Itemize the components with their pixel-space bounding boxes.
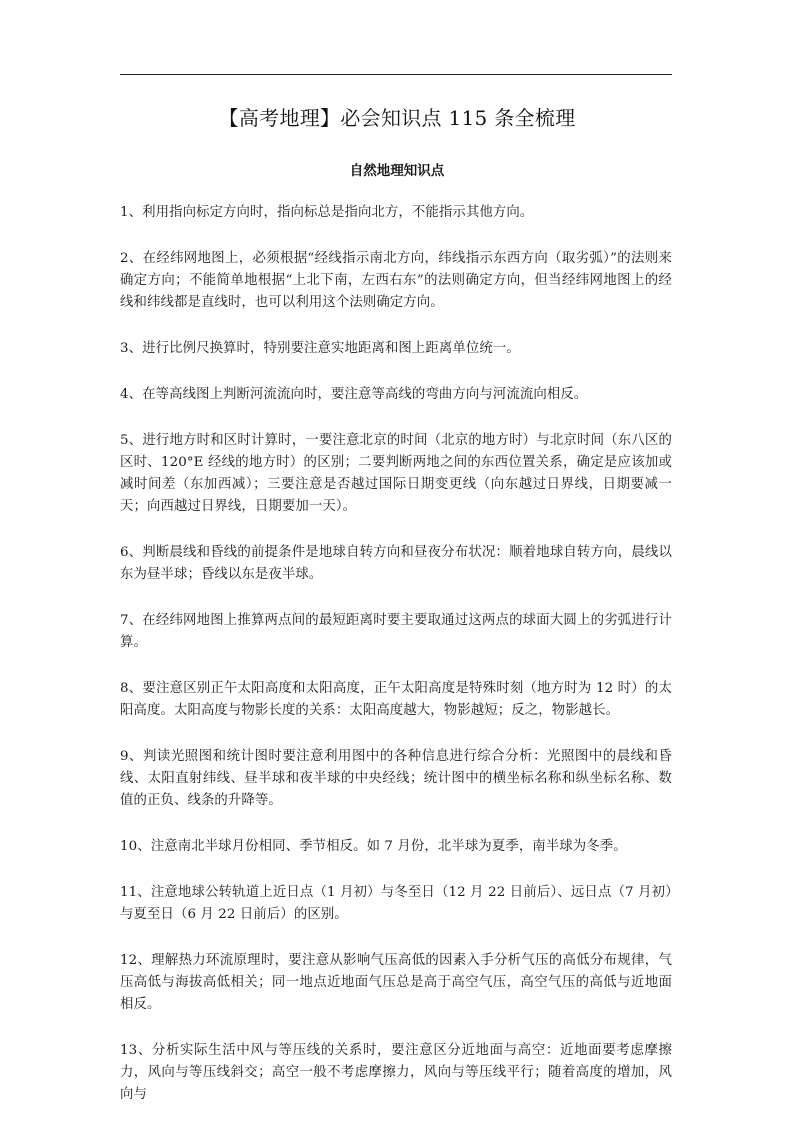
knowledge-item-8: 8、要注意区别正午太阳高度和太阳高度，正午太阳高度是特殊时刻（地方时为 12 时）的太阳高度。太阳高度与物影长度的关系：太阳高度越大，物影越短；反之，物影越长。 xyxy=(120,681,672,718)
section-heading: 自然地理知识点 xyxy=(349,163,445,179)
knowledge-item-6: 6、判断晨线和昏线的前提条件是地球自转方向和昼夜分布状况：顺着地球自转方向，晨线以东为昼半球；昏线以东是夜半球。 xyxy=(120,545,672,582)
header-rule xyxy=(120,74,672,75)
knowledge-item-9: 9、判读光照图和统计图时要注意利用图中的各种信息进行综合分析：光照图中的晨线和昏线、太阳直射纬线、昼半球和夜半球的中央经线；统计图中的横坐标名称和纵坐标名称、数值的正负、线条的升降等。 xyxy=(120,749,672,808)
knowledge-item-13: 13、分析实际生活中风与等压线的关系时，要注意区分近地面与高空：近地面要考虑摩擦力，风向与等压线斜交；高空一般不考虑摩擦力，风向与等压线平行；随着高度的增加，风向与 xyxy=(120,1043,672,1102)
knowledge-item-10: 10、注意南北半球月份相同、季节相反。如 7 月份，北半球为夏季，南半球为冬季。 xyxy=(120,839,627,854)
knowledge-item-11: 11、注意地球公转轨道上近日点（1 月初）与冬至日（12 月 22 日前后）、远日点（7 月初）与夏至日（6 月 22 日前后）的区别。 xyxy=(120,885,672,922)
knowledge-item-12: 12、理解热力环流原理时，要注意从影响气压高低的因素入手分析气压的高低分布规律，气压高低与海拔高低相关；同一地点近地面气压总是高于高空气压，高空气压的高低与近地面相反。 xyxy=(120,953,672,1012)
knowledge-item-1: 1、利用指向标定方向时，指向标总是指向北方，不能指示其他方向。 xyxy=(120,205,534,220)
knowledge-item-4: 4、在等高线图上判断河流流向时，要注意等高线的弯曲方向与河流流向相反。 xyxy=(120,387,588,402)
knowledge-item-3: 3、进行比例尺换算时，特别要注意实地距离和图上距离单位统一。 xyxy=(120,341,520,356)
knowledge-item-5: 5、进行地方时和区时计算时，一要注意北京的时间（北京的地方时）与北京时间（东八区的区时、120°E 经线的地方时）的区别；二要判断两地之间的东西位置关系，确定是应该加或减时间差（东加西减）；三要注意是否越过国际日期变更线（向东越过日界线，日期要减一天；向西越过日界线，日期要加一天）。 xyxy=(120,433,672,514)
knowledge-item-2: 2、在经纬网地图上，必须根据“经线指示南北方向，纬线指示东西方向（取劣弧）”的法则来确定方向；不能简单地根据“上北下南，左西右东”的法则确定方向，但当经纬网地图上的经线和纬线都是直线时，也可以利用这个法则确定方向。 xyxy=(120,251,672,310)
knowledge-item-7: 7、在经纬网地图上推算两点间的最短距离时要主要取通过这两点的球面大圆上的劣弧进行计算。 xyxy=(120,613,672,650)
document-title: 【高考地理】必会知识点 115 条全梳理 xyxy=(218,106,576,130)
knowledge-list xyxy=(120,202,672,1130)
